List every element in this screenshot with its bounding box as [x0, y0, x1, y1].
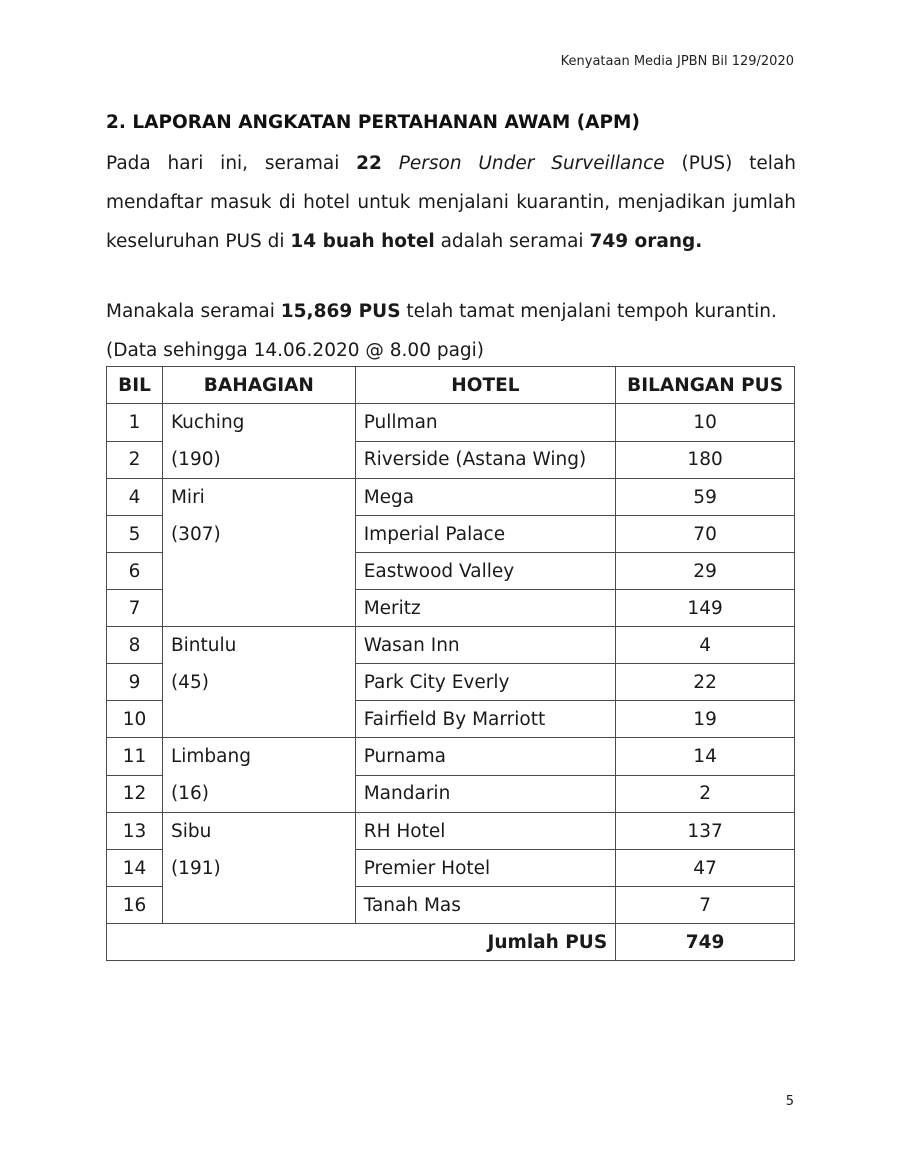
bahagian-name: Sibu — [170, 821, 212, 842]
cell-hotel: Mega — [355, 479, 615, 516]
cell-bahagian — [162, 479, 355, 627]
cell-bil: 1 — [107, 404, 163, 442]
new-pus-count: 22 — [356, 153, 382, 174]
cell-bil: 16 — [107, 887, 163, 924]
cell-hotel: RH Hotel — [355, 813, 615, 850]
bahagian-name: Bintulu — [170, 635, 237, 656]
total-value: 749 — [616, 924, 795, 961]
cell-hotel: Purnama — [355, 738, 615, 776]
cell-hotel: Mandarin — [355, 775, 615, 813]
cell-bil: 6 — [107, 553, 163, 590]
header-bil: BIL — [107, 367, 163, 404]
para1-text-3: adalah seramai — [434, 231, 590, 252]
cell-hotel: Wasan Inn — [355, 627, 615, 664]
header-bilangan-pus: BILANGAN PUS — [616, 367, 795, 404]
cell-hotel: Imperial Palace — [355, 516, 615, 553]
cell-bil: 2 — [107, 441, 163, 479]
para1-text-1: Pada hari ini, seramai — [106, 153, 357, 174]
para1-text-2: (PUS) telah mendaftar masuk di hotel untuk menjalani kuarantin, menjadikan jumlah keseluruhan PUS di — [106, 153, 797, 252]
hotel-count: 14 buah hotel — [290, 231, 435, 252]
cell-bahagian — [162, 627, 355, 738]
total-row — [107, 924, 795, 961]
bahagian-name: Miri — [170, 487, 205, 508]
table-row — [107, 738, 795, 776]
bahagian-name: Limbang — [170, 746, 251, 767]
pus-summary-paragraph — [106, 144, 796, 261]
cell-bil: 14 — [107, 850, 163, 887]
cell-hotel: Premier Hotel — [355, 850, 615, 887]
cell-bilangan-pus: 19 — [616, 701, 795, 738]
cell-bilangan-pus: 2 — [616, 775, 795, 813]
cell-bil: 4 — [107, 479, 163, 516]
document-reference: Kenyataan Media JPBN Bil 129/2020 — [560, 54, 794, 69]
para2-text-2: telah tamat menjalani tempoh kurantin. — [400, 301, 777, 322]
cell-hotel: Tanah Mas — [355, 887, 615, 924]
total-pus: 749 orang. — [589, 231, 703, 252]
table-row — [107, 404, 795, 442]
pus-term: Person Under Surveillance — [398, 153, 665, 174]
cell-bil: 12 — [107, 775, 163, 813]
page-number: 5 — [785, 1094, 794, 1109]
para2-text-1: Manakala seramai — [106, 301, 281, 322]
bahagian-count: (307) — [170, 524, 221, 545]
cell-bilangan-pus: 29 — [616, 553, 795, 590]
cell-bil: 7 — [107, 590, 163, 627]
cell-hotel: Meritz — [355, 590, 615, 627]
cell-bilangan-pus: 14 — [616, 738, 795, 776]
cell-bilangan-pus: 10 — [616, 404, 795, 442]
cell-bilangan-pus: 70 — [616, 516, 795, 553]
cell-bilangan-pus: 59 — [616, 479, 795, 516]
cell-hotel: Eastwood Valley — [355, 553, 615, 590]
para1-space — [382, 153, 399, 174]
table-row — [107, 479, 795, 516]
bahagian-count: (45) — [170, 672, 209, 693]
cell-bil: 11 — [107, 738, 163, 776]
completed-count: 15,869 PUS — [280, 301, 401, 322]
cell-hotel: Fairfield By Marriott — [355, 701, 615, 738]
cell-hotel: Riverside (Astana Wing) — [355, 441, 615, 479]
cell-bilangan-pus: 7 — [616, 887, 795, 924]
cell-bilangan-pus: 137 — [616, 813, 795, 850]
data-date-note: (Data sehingga 14.06.2020 @ 8.00 pagi) — [106, 340, 485, 361]
cell-bahagian — [162, 738, 355, 813]
table-body — [107, 404, 795, 924]
table-row — [107, 813, 795, 850]
cell-bahagian — [162, 404, 355, 479]
cell-hotel: Park City Everly — [355, 664, 615, 701]
header-bahagian: BAHAGIAN — [162, 367, 355, 404]
cell-bahagian — [162, 813, 355, 924]
cell-bilangan-pus: 180 — [616, 441, 795, 479]
table-header-row — [107, 367, 795, 404]
cell-bilangan-pus: 47 — [616, 850, 795, 887]
bahagian-count: (191) — [170, 858, 221, 879]
cell-bil: 13 — [107, 813, 163, 850]
header-hotel: HOTEL — [355, 367, 615, 404]
section-heading: 2. LAPORAN ANGKATAN PERTAHANAN AWAM (APM) — [106, 112, 640, 133]
cell-bilangan-pus: 149 — [616, 590, 795, 627]
bahagian-name: Kuching — [170, 412, 245, 433]
cell-bilangan-pus: 22 — [616, 664, 795, 701]
cell-hotel: Pullman — [355, 404, 615, 442]
pus-hotel-table — [106, 366, 795, 961]
table-row — [107, 627, 795, 664]
completed-paragraph — [106, 292, 796, 370]
bahagian-count: (190) — [170, 449, 221, 470]
cell-bilangan-pus: 4 — [616, 627, 795, 664]
cell-bil: 9 — [107, 664, 163, 701]
cell-bil: 8 — [107, 627, 163, 664]
total-label: Jumlah PUS — [107, 924, 616, 961]
cell-bil: 10 — [107, 701, 163, 738]
bahagian-count: (16) — [170, 783, 209, 804]
cell-bil: 5 — [107, 516, 163, 553]
